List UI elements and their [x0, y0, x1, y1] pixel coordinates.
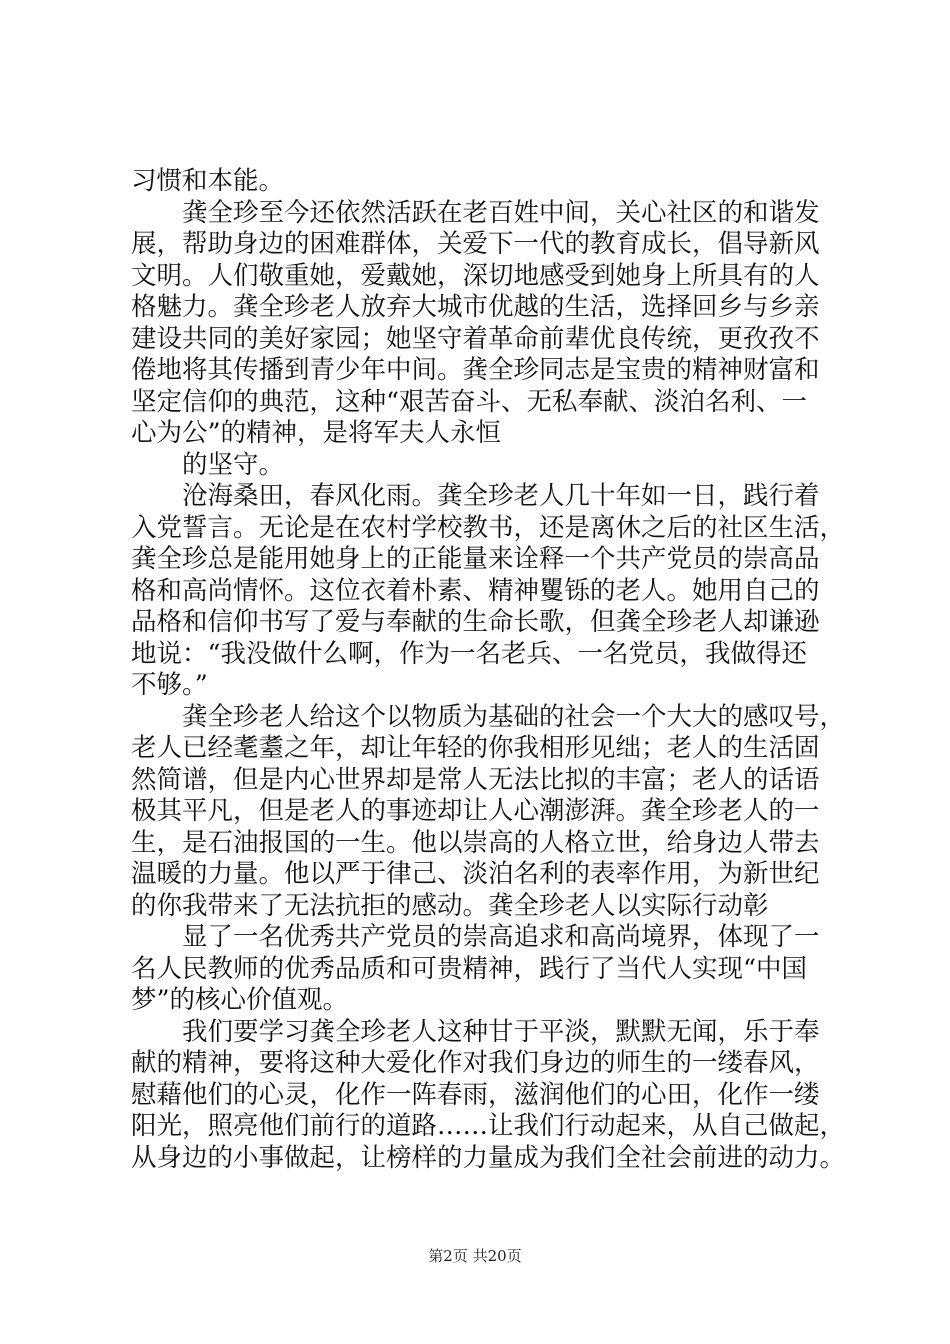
text-line: 文明。人们敬重她，爱戴她，深切地感受到她身上所具有的人	[131, 260, 820, 291]
text-line: 生，是石油报国的一生。他以崇高的人格立世，给身边人带去	[131, 827, 820, 858]
text-line: 格和高尚情怀。这位衣着朴素、精神矍铄的老人。她用自己的	[131, 575, 820, 606]
text-line: 不够。”	[131, 670, 208, 700]
text-line: 习惯和本能。	[131, 166, 285, 196]
page-number-footer: 第2页 共20页	[428, 1247, 522, 1265]
text-line: 龚全珍至今还依然活跃在老百姓中间，关心社区的和谐发	[182, 197, 820, 228]
text-line: 沧海桑田，春风化雨。龚全珍老人几十年如一日，践行着	[182, 481, 820, 511]
text-line: 倦地将其传播到青少年中间。龚全珍同志是宝贵的精神财富和	[131, 355, 820, 385]
text-line: 献的精神，要将这种大爱化作对我们身边的师生的一缕春风，	[131, 1048, 820, 1078]
text-line: 名人民教师的优秀品质和可贵精神，践行了当代人实现“中国	[131, 953, 808, 984]
text-line: 温暖的力量。他以严于律己、淡泊名利的表率作用，为新世纪	[131, 859, 820, 889]
text-line: 坚定信仰的典范，这种“艰苦奋斗、无私奉献、淡泊名利、一	[131, 386, 808, 417]
text-line: 展，帮助身边的困难群体，关爱下一代的教育成长，倡导新风	[131, 229, 820, 259]
text-line: 然简谱，但是内心世界却是常人无法比拟的丰富；老人的话语	[131, 764, 820, 795]
text-line: 心为公”的精神，是将军夫人永恒	[131, 418, 502, 448]
document-body	[131, 166, 846, 1174]
text-line: 的坚守。	[182, 449, 285, 480]
text-line: 入党誓言。无论是在农村学校教书，还是离休之后的社区生活，	[131, 512, 846, 543]
text-line: 老人已经耄耋之年，却让年轻的你我相形见绌；老人的生活固	[131, 733, 820, 763]
text-line: 格魅力。龚全珍老人放弃大城市优越的生活，选择回乡与乡亲	[131, 292, 820, 322]
text-line: 梦”的核心价值观。	[131, 985, 349, 1015]
text-line: 建设共同的美好家园；她坚守着革命前辈优良传统，更孜孜不	[131, 323, 820, 354]
text-line: 地说：“我没做什么啊，作为一名老兵、一名党员，我做得还	[131, 638, 808, 669]
text-line: 的你我带来了无法抗拒的感动。龚全珍老人以实际行动彰	[131, 890, 769, 921]
text-line: 显了一名优秀共产党员的崇高追求和高尚境界，体现了一	[182, 922, 820, 952]
text-line: 极其平凡，但是老人的事迹却让人心潮澎湃。龚全珍老人的一	[131, 796, 820, 826]
text-line: 品格和信仰书写了爱与奉献的生命长歌，但龚全珍老人却谦逊	[131, 607, 820, 637]
text-line: 龚全珍总是能用她身上的正能量来诠释一个共产党员的崇高品	[131, 544, 820, 574]
text-line: 慰藉他们的心灵，化作一阵春雨，滋润他们的心田，化作一缕	[131, 1079, 820, 1110]
text-line: 从身边的小事做起，让榜样的力量成为我们全社会前进的动力。	[131, 1142, 846, 1173]
text-line: 阳光，照亮他们前行的道路……让我们行动起来，从自己做起，	[131, 1111, 846, 1141]
text-line: 龚全珍老人给这个以物质为基础的社会一个大大的感叹号，	[182, 701, 846, 732]
text-line: 我们要学习龚全珍老人这种甘于平淡，默默无闻，乐于奉	[182, 1016, 820, 1047]
